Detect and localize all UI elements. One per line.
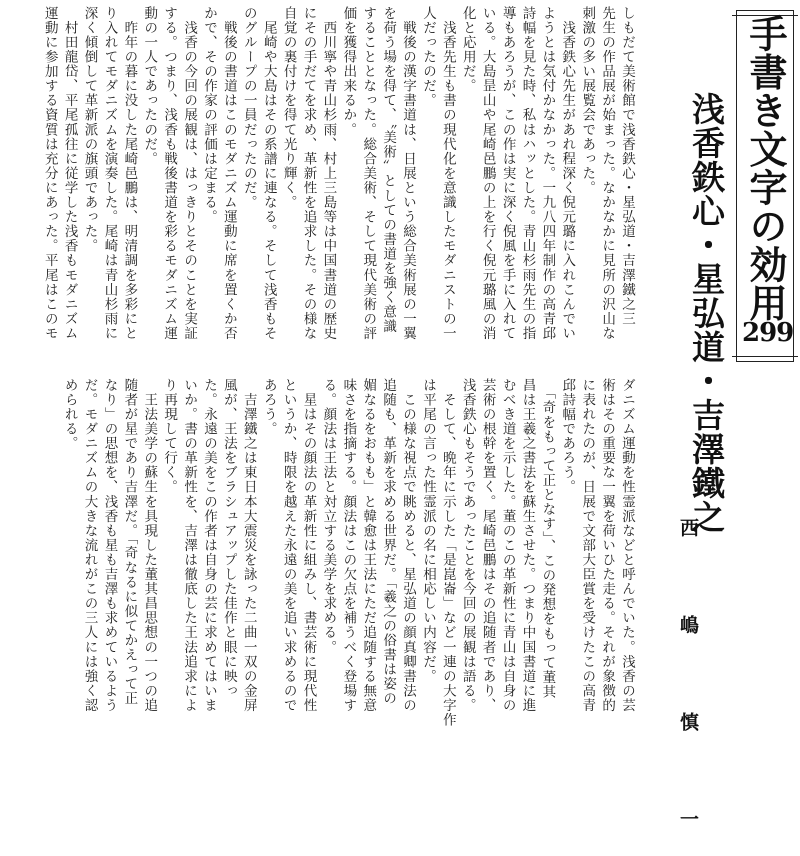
text-column: しもだて美術館で浅香鉄心・星弘道・吉澤鐵之三: [619, 6, 635, 327]
text-column: 西川寧や青山杉雨、村上三島等は中国書道の歴史: [320, 6, 337, 341]
text-column: のグループの一員だったのだ。: [240, 6, 257, 210]
text-column: められる。: [61, 378, 78, 451]
text-column: 芸術の根幹を置く。尾崎邑鵬はその追随者であり、: [479, 378, 496, 713]
text-column: にその手だてを求め、革新性を追求した。その様な: [300, 6, 317, 341]
text-column: 深く傾倒して革新派の旗頭であった。: [81, 6, 98, 254]
text-column: 星はその顔法の革新性に組みし、書芸術に現代性: [300, 378, 317, 713]
text-column: なり」の思想を、浅香も星も吉澤も求めているよう: [101, 378, 118, 713]
text-column: 昨年の暮に没した尾崎邑鵬は、明清調を多彩にと: [121, 6, 138, 341]
text-column: 詩幅を見た時、私はハッとした。青山杉雨先生の指: [519, 6, 536, 341]
text-column: いか。書の革新性を、吉澤は徹底した王法追求によ: [181, 378, 198, 713]
text-column: 動の一人であったのだ。: [141, 6, 158, 167]
text-column: り入れてモダニズムを演奏した。尾崎は青山杉雨に: [101, 6, 118, 341]
text-column: 導もあろうが、この作は実に深く倪風を手に入れて: [499, 6, 516, 341]
text-column: この様な視点で眺めると、星弘道の顔真卿書法の: [400, 378, 417, 713]
text-column: 風が、王法をブラシュアップした佳作と眼に映っ: [220, 378, 237, 699]
text-column: むべき道を示した。董のこの革新性に青山は自身の: [499, 378, 516, 713]
text-column: 術はその重要な一翼を荷いひた走る。それが象徴的: [599, 378, 616, 713]
text-column: 村田龍岱、平尾孤往に従学した浅香もモダニズム: [61, 6, 78, 341]
text-column: 尾崎や大島はその系譜に連なる。そして浅香もそ: [260, 6, 277, 341]
text-column: に表れたのが、日展で文部大臣賞を受けたこの高青: [579, 378, 596, 713]
text-column: を荷う場を得て、〝美術〟としての書道を強く意識: [380, 6, 397, 334]
series-number: 299: [742, 318, 794, 348]
text-column: 吉澤鐵之は東日本大震災を詠った二曲一双の金屏: [240, 378, 257, 713]
text-column: 追随も、革新を求める世界だ。「羲之の俗書は姿の: [380, 378, 397, 706]
author-name: 西 嶋 慎 一: [677, 518, 699, 856]
article-body-upper: [0, 6, 636, 358]
text-column: する。つまり、浅香も戦後書道を彩るモダニズム運: [161, 6, 178, 341]
text-column: かで、その作家の評価は定まる。: [200, 6, 217, 225]
text-column: 浅香先生も書の現代化を意識したモダニストの一: [439, 6, 456, 341]
text-column: そして、晩年に示した「是崑崙」など一連の大字作: [439, 378, 456, 728]
text-column: 邱詩幅であろう。: [559, 378, 576, 495]
text-column: り再現して行く。: [161, 378, 178, 495]
article-title: 浅香鉄心・星弘道・吉澤鐵之: [687, 92, 726, 534]
text-column: 自覚の裏付けを得て光り輝く。: [280, 6, 297, 210]
text-column: というか、時限を越えた永遠の美を追い求めるので: [280, 378, 297, 713]
series-title: 手書き文字の効用: [743, 14, 788, 322]
article-body-lower: [61, 378, 636, 766]
text-column: 戦後の書道はこのモダニズム運動に席を置くか否: [220, 6, 237, 341]
text-column: 昌は王羲之書法を蘇生させた。つまり中国書道に進: [519, 378, 536, 713]
text-column: 随者が星であり吉澤だ。「奇なるに似てかえって正: [121, 378, 138, 706]
text-column: 味さを指摘する。顔法はこの欠点を補うべく登場す: [340, 378, 357, 713]
text-column: あろう。: [260, 378, 277, 437]
text-column: だ。モダニズムの大きな流れがこの三人には強く認: [81, 378, 98, 713]
text-column: 浅香の今回の展観は、はっきりとそのことを実証: [181, 6, 198, 341]
text-column: 媚なるをおもも」と韓愈は王法にただ追随する無意: [360, 378, 377, 713]
text-column: 人だったのだ。: [419, 6, 436, 108]
text-column: 王法美学の蘇生を具現した董其昌思想の一つの追: [141, 378, 158, 713]
text-column: 浅香鉄心もそうであったことを今回の展観は語る。: [459, 378, 476, 713]
text-column: は平尾の言った性霊派の名に相応しい内容だ。: [419, 378, 436, 684]
text-column: することとなった。総合美術、そして現代美術の評: [360, 6, 377, 341]
text-column: 価を獲得出来るか。: [340, 6, 357, 137]
text-column: いる。大島昰山や尾崎邑鵬の上を行く倪元璐風の消: [479, 6, 496, 341]
text-column: 運動に参加する資質は充分にあった。平尾はこのモ: [41, 6, 58, 341]
text-column: 化と応用だ。: [459, 6, 476, 94]
text-column: 「奇をもって正となす」、この発想をもって董其: [539, 378, 556, 700]
text-column: ダニズム運動を性霊派などと呼んでいた。浅香の芸: [619, 378, 635, 713]
text-column: 刺激の多い展覧会であった。: [579, 6, 596, 196]
text-column: 先生の作品展が始まった。なかなかに見所の沢山な: [599, 6, 616, 341]
text-column: 浅香鉄心先生があれ程深く倪元璐に入れこんでい: [559, 6, 576, 341]
text-column: ようとは気付かなかった。一九八四年制作の高青邱: [539, 6, 556, 341]
text-column: た。永遠の美をこの作者は自身の芸に求めてはいま: [200, 378, 217, 713]
text-column: る。顔法は王法と対立する美学を求める。: [320, 378, 337, 655]
text-column: 戦後の漢字書道は、日展という総合美術展の一翼: [400, 6, 417, 341]
